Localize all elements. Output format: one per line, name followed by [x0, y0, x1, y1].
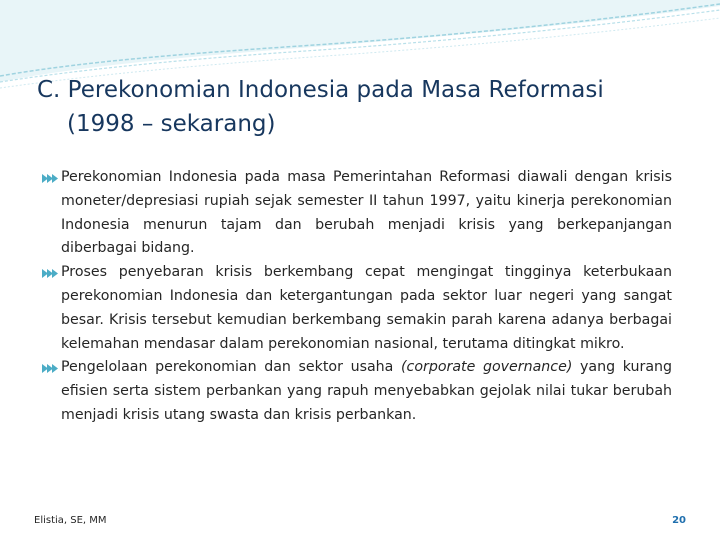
bullet-text: Proses penyebaran krisis berkembang cepat mengingat tingginya keterbukaan perekonomian Indonesia dan ketergantungan pada sektor luar negeri yang sangat besar. Krisis tersebut kemudian berkembang semakin parah karena adanya berbagai kelemahan mendasar dalam perekonomian nasional, terutama ditingkat mikro. [61, 264, 672, 352]
bullet-text: Perekonomian Indonesia pada masa Pemerintahan Reformasi diawali dengan krisis moneter/depresiasi rupiah sejak semester II tahun 1997, yaitu kinerja perekonomian Indonesia menurun tajam dan berubah menjadi krisis yang berkepanjangan diberbagai bidang. [61, 169, 672, 257]
bullet-text [61, 359, 672, 423]
bullet-item [40, 356, 672, 427]
bullet-item [40, 166, 672, 261]
bullet-item [40, 261, 672, 356]
title-line-1: C. Perekonomian Indonesia pada Masa Reformasi [37, 77, 604, 103]
title-line-2: (1998 – sekarang) [67, 111, 276, 137]
footer-author: Elistia, SE, MM [34, 515, 107, 526]
bullet-list [40, 166, 672, 428]
bullet-text-italic: (corporate governance) [400, 359, 573, 376]
chevron-bullet-icon [42, 269, 58, 278]
slide-title [37, 73, 697, 141]
page-number: 20 [672, 515, 686, 526]
chevron-bullet-icon [42, 364, 58, 373]
chevron-bullet-icon [42, 174, 58, 183]
bullet-text-part: Pengelolaan perekonomian dan sektor usaha [61, 359, 401, 376]
bullet-text-part: yang kurang efisien serta sistem perbankan yang rapuh menyebabkan gejolak nilai tukar berubah menjadi krisis utang swasta dan krisis perbankan. [61, 359, 673, 423]
